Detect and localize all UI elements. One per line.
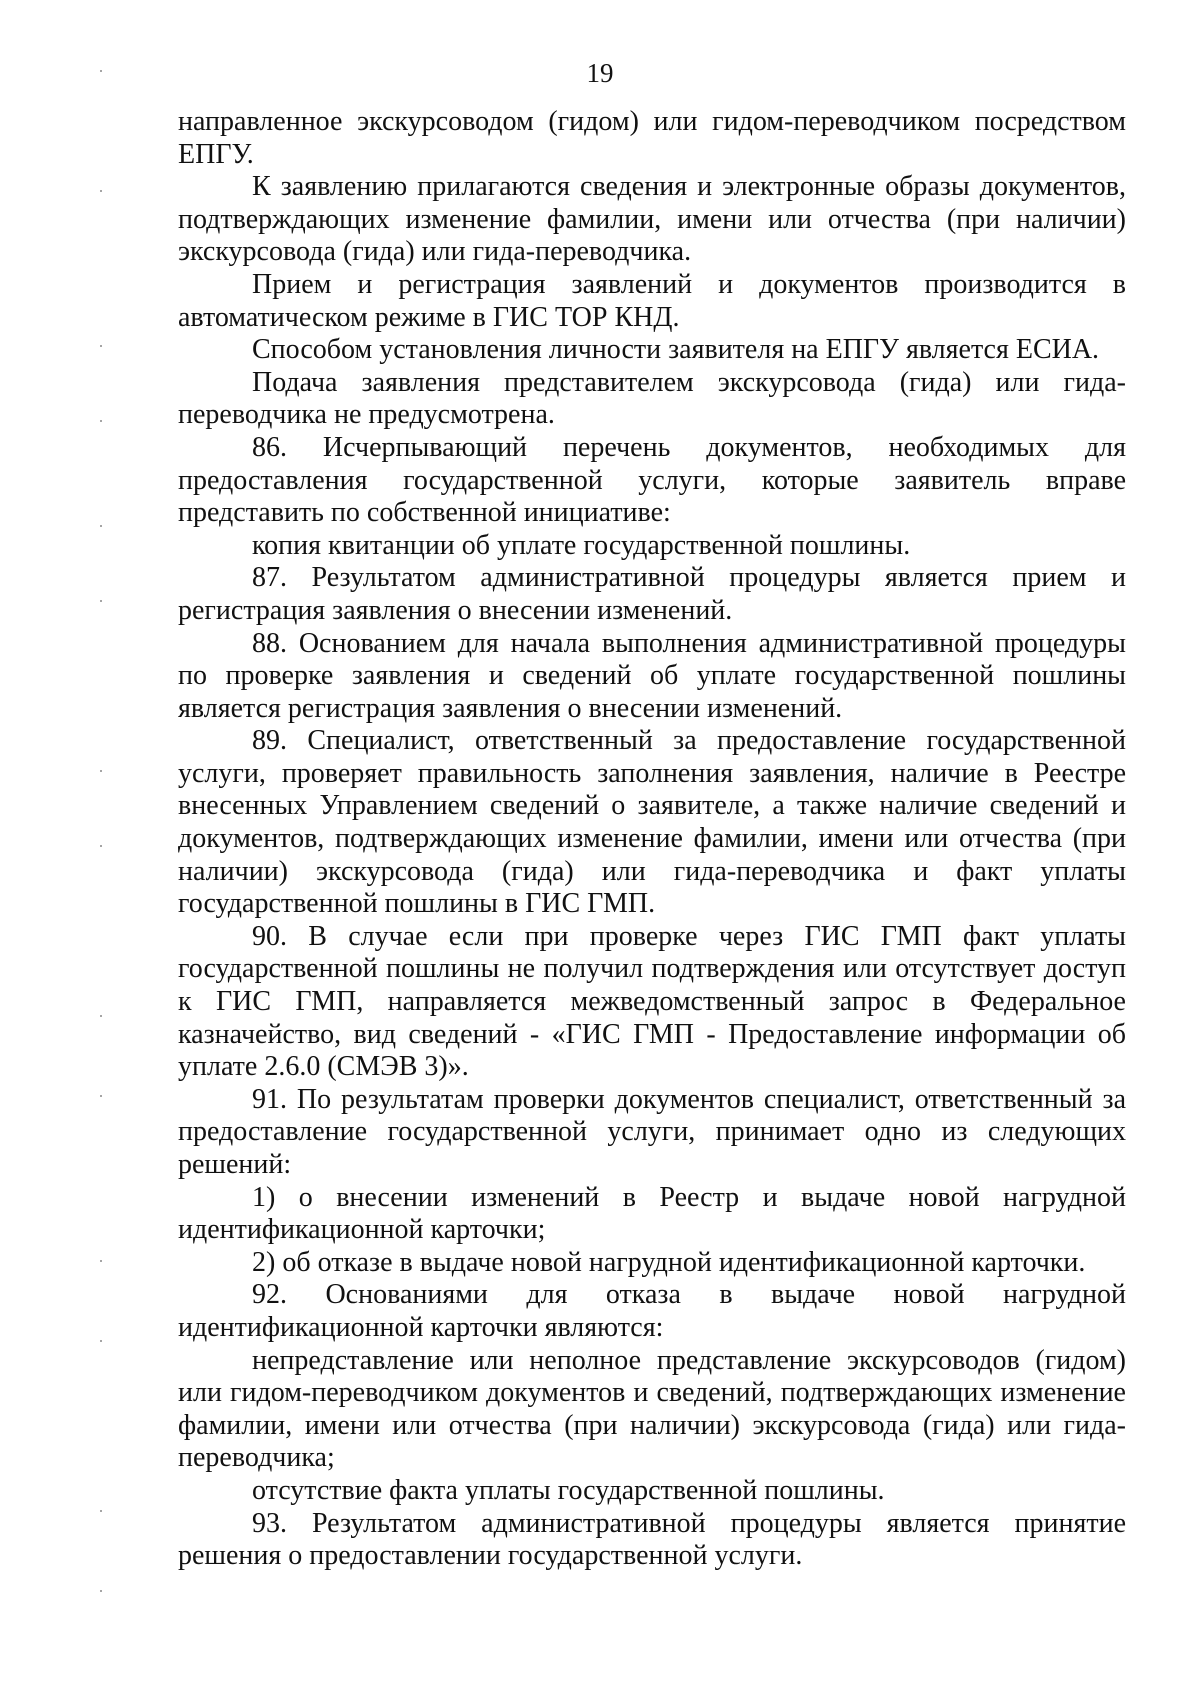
paragraph: 90. В случае если при проверке через ГИС ГМП факт уплаты государственной пошлины не получил подтверждения или отсутствует доступ к ГИС ГМП, направляется межведомственный запрос в Федеральное казначейство, вид сведений - «ГИС ГМП - Предоставление информации об уплате 2.6.0 (СМЭВ 3)».	[178, 920, 1126, 1083]
paragraph: копия квитанции об уплате государственной пошлины.	[252, 529, 911, 561]
paragraph: 91. По результатам проверки документов специалист, ответственный за предоставление государственной услуги, принимает одно из следующих решений:	[178, 1083, 1126, 1180]
paragraph: отсутствие факта уплаты государственной пошлины.	[252, 1474, 885, 1506]
scan-dot	[100, 1015, 102, 1017]
paragraph: 92. Основаниями для отказа в выдаче новой нагрудной идентификационной карточки являются:	[178, 1279, 1126, 1343]
paragraph: 86. Исчерпывающий перечень документов, необходимых для предоставления государственной услуги, которые заявитель вправе представить по собственной инициативе:	[178, 431, 1126, 529]
scan-dot	[100, 1340, 102, 1342]
scan-dot	[100, 1590, 102, 1592]
paragraph: 87. Результатом административной процедуры является прием и регистрация заявления о внесении изменений.	[178, 562, 1126, 626]
scan-margin-marks	[100, 0, 104, 1692]
scan-dot	[100, 1510, 102, 1512]
document-body	[178, 106, 1126, 1573]
list-item: 1) о внесении изменений в Реестр и выдаче новой нагрудной идентификационной карточки;	[178, 1181, 1126, 1246]
scan-dot	[100, 525, 102, 527]
paragraph: Подача заявления представителем экскурсовода (гида) или гида-переводчика не предусмотрена.	[178, 366, 1126, 431]
scan-dot	[100, 420, 102, 422]
list-item: 2) об отказе в выдаче новой нагрудной идентификационной карточки.	[252, 1246, 1086, 1278]
scan-dot	[100, 345, 102, 347]
paragraph: 89. Специалист, ответственный за предоставление государственной услуги, проверяет правильность заполнения заявления, наличие в Реестре внесенных Управлением сведений о заявителе, а также наличие сведений и документов, подтверждающих изменение фамилии, имени или отчества (при наличии) экскурсовода (гида) или гида-переводчика и факт уплаты государственной пошлины в ГИС ГМП.	[178, 725, 1126, 920]
paragraph: направленное экскурсоводом (гидом) или гидом-переводчиком посредством ЕПГУ.	[178, 106, 1126, 170]
paragraph: Прием и регистрация заявлений и документов производится в автоматическом режиме в ГИС ТОР КНД.	[178, 268, 1126, 333]
paragraph: 93. Результатом административной процедуры является принятие решения о предоставлении государственной услуги.	[178, 1507, 1126, 1572]
paragraph: Способом установления личности заявителя на ЕПГУ является ЕСИА.	[252, 334, 1100, 366]
paragraph: непредставление или неполное представление экскурсоводов (гидом) или гидом-переводчиком документов и сведений, подтверждающих изменение фамилии, имени или отчества (при наличии) экскурсовода (гида) или гида-переводчика;	[178, 1344, 1126, 1474]
scan-dot	[100, 600, 102, 602]
paragraph: 88. Основанием для начала выполнения административной процедуры по проверке заявления и сведений об уплате государственной пошлины является регистрация заявления о внесении изменений.	[178, 627, 1126, 724]
scan-dot	[100, 190, 102, 192]
page-number: 19	[586, 58, 614, 88]
scan-dot	[100, 845, 102, 847]
scan-dot	[100, 1095, 102, 1097]
paragraph: К заявлению прилагаются сведения и электронные образы документов, подтверждающих изменение фамилии, имени или отчества (при наличии) экскурсовода (гида) или гида-переводчика.	[178, 171, 1126, 268]
scan-dot	[100, 1260, 102, 1262]
scan-dot	[100, 770, 102, 772]
